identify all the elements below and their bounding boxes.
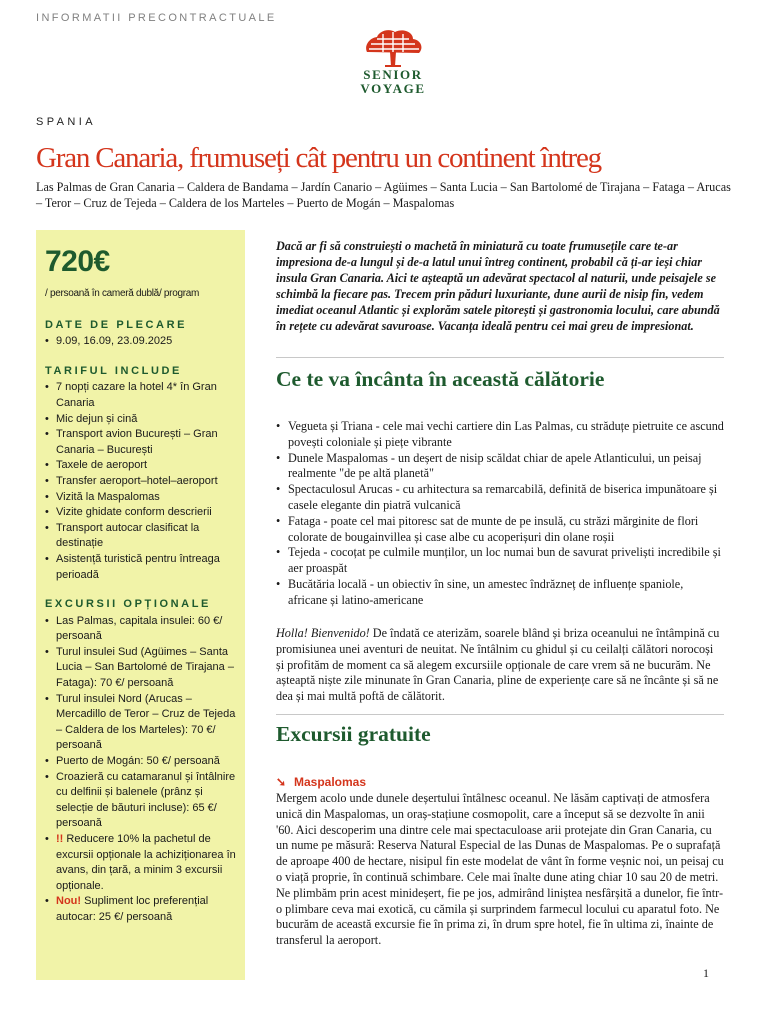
tree-logo-icon — [361, 28, 425, 68]
section-divider — [276, 357, 724, 358]
price: 720€ — [45, 245, 110, 278]
free-excursions-title: Excursii gratuite — [276, 722, 431, 746]
list-item: • Taxele de aeroport — [45, 458, 237, 474]
route-description: Las Palmas de Gran Canaria – Caldera de Bandama – Jardín Canario – Agüimes – Santa Lucia – San Bartolomé de Tirajana – Fataga – Arucas – Teror – Cruz de Tejeda – Caldera de los Marteles – Puerto de Mogán – Maspalomas — [36, 180, 731, 210]
senior-voyage-logo — [340, 28, 446, 96]
list-item: • Las Palmas, capitala insulei: 60 €/ persoană — [45, 614, 237, 645]
list-item: • Asistență turistică pentru întreaga perioadă — [45, 552, 237, 583]
departures-list — [45, 334, 237, 350]
logo-line-1: SENIOR — [363, 67, 423, 82]
discount-text: Reducere 10% la pachetul de excursii opționale la achiziționarea în avans, din țară, a minim 3 excursii opționale. — [56, 833, 236, 892]
price-note: / persoană în cameră dublă/ program — [45, 288, 200, 299]
intro-paragraph: Dacă ar fi să construiești o machetă în miniatură cu toate frumusețile care te-ar impresiona de-a lungul și de-a latul unui întreg continent, probabil că ți-ar ieși chiar insula Gran Canaria. Aici te așteaptă un adevărat spectacol al naturii, unde peisajele se schimbă la fiecare pas. Trecem prin păduri luxuriante, dune aurii de nisip fin, vedem imediat oceanul Atlantic și explorăm satele pitorești și gastronomia locului, care abundă în rețete cu adevărat savuroase. Vacanța ideală pentru cei mai greu de impresionat. — [276, 239, 720, 334]
list-item: • Vizită la Maspalomas — [45, 490, 237, 506]
welcome-text: De îndată ce aterizăm, soarele blând și briza oceanului ne întâmpină cu promisiunea unei aventuri de neuitat. Ne întâlnim cu ghidul și cu ceilalți călători norocoși și profităm de moment ca să alegem excursiile opționale de care vrem să ne bucurăm. Ne așteaptă niște zile minunate în Gran Canaria, pline de experiențe care să ne încânte și să ne dea și mai multă poftă de călătorit. — [276, 626, 720, 704]
welcome-paragraph — [276, 626, 724, 705]
offer-sidebar — [36, 230, 245, 980]
optional-excursions-heading: EXCURSII OPȚIONALE — [45, 598, 211, 611]
list-item: • Fataga - poate cel mai pitoresc sat de munte de pe insulă, cu străzi mărginite de flori colorate de bougainvillea și case albe cu acoperișuri din olane roșii — [276, 514, 724, 546]
optional-excursions-list — [45, 614, 237, 926]
list-item: • Mic dejun și cină — [45, 412, 237, 428]
list-item: • Turul insulei Sud (Agüimes – Santa Lucia – San Bartolomé de Tirajana – Fataga): 70 €/ persoană — [45, 645, 237, 692]
section-divider — [276, 714, 724, 715]
list-item: • 7 nopți cazare la hotel 4* în Gran Canaria — [45, 380, 237, 411]
discount-mark: !! — [56, 833, 64, 845]
list-item: • Croazieră cu catamaranul și întâlnire cu delfinii și balenele (prânz și selecție de băuturi incluse): 65 €/ persoană — [45, 770, 237, 832]
list-item: • Transfer aeroport–hotel–aeroport — [45, 474, 237, 490]
new-text: Supliment loc preferențial autocar: 25 €/ persoană — [56, 895, 209, 923]
discount-item — [45, 832, 237, 894]
list-item: • Transport autocar clasificat la destinație — [45, 521, 237, 552]
arrow-icon: ➘ — [276, 775, 287, 789]
logo-line-2: VOYAGE — [360, 81, 426, 96]
welcome-greeting: Holla! Bienvenido! — [276, 626, 370, 640]
includes-heading: TARIFUL INCLUDE — [45, 364, 182, 377]
list-item: • 9.09, 16.09, 23.09.2025 — [45, 334, 237, 350]
list-item: • Dunele Maspalomas - un deșert de nisip scăldat chiar de apele Atlanticului, un peisaj realmente "de pe altă planetă" — [276, 451, 724, 483]
list-item: • Turul insulei Nord (Arucas – Mercadillo de Teror – Cruz de Tejeda – Caldera de los Marteles): 70 €/ persoană — [45, 692, 237, 754]
list-item: • Tejeda - cocoțat pe culmile munților, un loc numai bun de savurat priveliști incredibile și aer proaspăt — [276, 545, 724, 577]
excursion-title — [276, 775, 724, 789]
new-item — [45, 894, 237, 925]
new-mark: Nou! — [56, 895, 82, 908]
country-label: SPANIA — [36, 116, 96, 128]
list-item: • Transport avion București – Gran Canaria – București — [45, 427, 237, 458]
highlights-list — [276, 419, 724, 609]
list-item: • Spectaculosul Arucas - cu arhitectura sa remarcabilă, definită de biserica impunătoare și casele elegante din piatră vulcanică — [276, 482, 724, 514]
excursion-title-text: Maspalomas — [294, 775, 367, 789]
header-label: INFORMATII PRECONTRACTUALE — [36, 12, 277, 24]
page-number: 1 — [703, 966, 709, 980]
list-item: • Bucătăria locală - un obiectiv în sine, un amestec îndrăzneț de influențe spaniole, africane și latino-americane — [276, 577, 724, 609]
page-title: Gran Canaria, frumuseți cât pentru un continent întreg — [36, 142, 601, 174]
list-item: • Puerto de Mogán: 50 €/ persoană — [45, 754, 237, 770]
excursion-description: Mergem acolo unde dunele deșertului întâlnesc oceanul. Ne lăsăm captivați de atmosfera unică din Maspalomas, un oraș-stațiune cosmopolit, care a început să se dezvolte în anii '60. Aici descoperim una dintre cele mai spectaculoase arii protejate din Gran Canaria, cu un nume pe măsură: Reserva Natural Especial de las Dunas de Maspalomas. Pe o suprafață de aproape 400 de hectare, nisipul fin este modelat de vânt în forme veșnic noi, un peisaj cu o viață proprie, în continuă schimbare. Cele mai înalte dune ating chiar 10 sau 20 de metri. Ne plimbăm prin acest minideșert, fie pe jos, admirând liniștea nesfârșită a dunelor, fie într-o plimbare ceva mai exotică, cu cămila și surprindem farmecul locului cu aparatul foto. Ne bucurăm de această excursie fie în prima zi, în drum spre hotel, fie în ultima zi, înainte de transferul la aeroport. — [276, 791, 724, 948]
departures-heading: DATE DE PLECARE — [45, 318, 188, 331]
includes-list — [45, 380, 237, 583]
highlights-title: Ce te va încânta în această călătorie — [276, 367, 605, 391]
list-item: • Vegueta și Triana - cele mai vechi cartiere din Las Palmas, cu străduțe pietruite ce ascund povești coloniale și piețe vibrante — [276, 419, 724, 451]
list-item: • Vizite ghidate conform descrierii — [45, 505, 237, 521]
